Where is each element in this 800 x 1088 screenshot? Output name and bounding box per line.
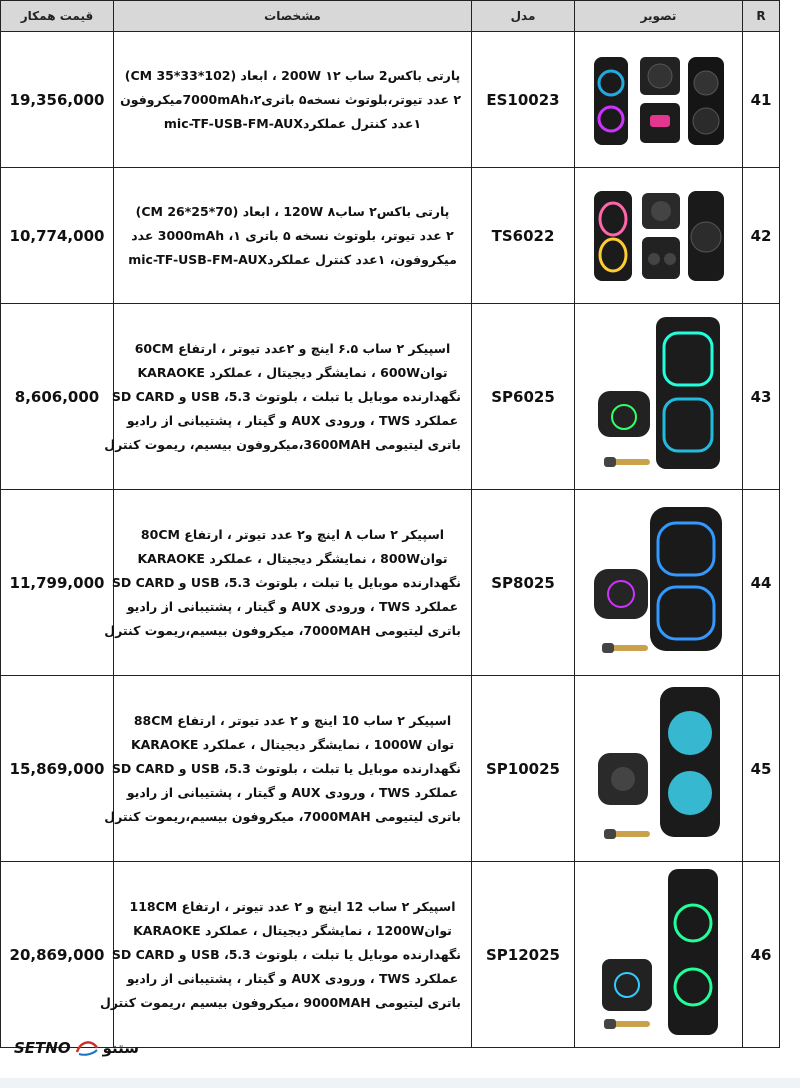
spec-cell — [114, 168, 472, 304]
logo-swirl-icon — [75, 1038, 99, 1058]
product-image-cell — [575, 490, 743, 676]
model-cell: SP12025 — [472, 862, 575, 1048]
spec-line: توان600W ، نمایشگر دیجیتال ، عملکرد KARAOKE — [137, 364, 448, 380]
product-image-cell — [575, 32, 743, 168]
logo-persian: ستنو — [102, 1039, 139, 1057]
model-cell: SP8025 — [472, 490, 575, 676]
table-row — [1, 168, 780, 304]
spec-line: باتری لیتیومی 7000MAH، میکروفون بیسیم،ریموت کنترل — [104, 622, 461, 638]
table-row — [1, 676, 780, 862]
model-cell: SP10025 — [472, 676, 575, 862]
spec-line: ۲ عدد تیوتر،بلوتوث نسخه۵ باتری7000mAh،۲میکروفون — [120, 91, 461, 107]
spec-line: باتری لیتیومی 9000MAH ،میکروفون بیسیم ،ریموت کنترل — [99, 994, 461, 1010]
header-model: مدل — [472, 1, 575, 32]
tower-speaker-icon — [584, 867, 734, 1039]
spec-line: ۲ عدد تیوتر، بلوتوث نسخه ۵ باتری 3000mAh ،۱ عدد — [131, 227, 454, 243]
header-row — [1, 1, 780, 32]
bottom-band — [0, 1078, 800, 1088]
tower-speaker-icon — [584, 311, 734, 479]
product-image-cell — [575, 168, 743, 304]
spec-line: اسپیکر ۲ ساب ۶.۵ اینچ و ۲عدد تیوتر ، ارتفاع 60CM — [134, 340, 451, 356]
spec-line: نگهدارنده موبایل یا تبلت ، بلوتوث USB ،5.3 و SD CARD — [111, 946, 461, 962]
table-row — [1, 304, 780, 490]
header-price: قیمت همکار — [1, 1, 114, 32]
party-box-speaker-icon — [584, 43, 734, 153]
model-cell: ES10023 — [472, 32, 575, 168]
product-image-cell — [575, 676, 743, 862]
table-row — [1, 32, 780, 168]
header-spec: مشخصات — [114, 1, 472, 32]
spec-line: نگهدارنده موبایل یا تبلت ، بلوتوث USB ،5.3 و SD CARD — [111, 388, 461, 404]
logo-latin: SETNO — [14, 1039, 71, 1057]
spec-line: عملکرد TWS ، ورودی AUX و گیتار ، پشتیبانی از رادیو — [126, 970, 459, 986]
price-cell: 11,799,000 — [1, 490, 114, 676]
price-cell: 20,869,000 — [1, 862, 114, 1048]
price-cell: 19,356,000 — [1, 32, 114, 168]
row-number-cell: 41 — [743, 32, 780, 168]
tower-speaker-icon — [584, 497, 734, 665]
table-row — [1, 862, 780, 1048]
row-number-cell: 42 — [743, 168, 780, 304]
spec-line: توان1200W ، نمایشگر دیجیتال ، عملکرد KARAOKE — [133, 922, 452, 938]
tower-speaker-icon — [584, 683, 734, 851]
spec-line: عملکرد TWS ، ورودی AUX و گیتار ، پشتیبانی از رادیو — [126, 412, 459, 428]
model-cell: TS6022 — [472, 168, 575, 304]
spec-line: میکروفون، ۱عدد کنترل عملکردmic-TF-USB-FM-AUX — [128, 251, 457, 267]
header-image: تصویر — [575, 1, 743, 32]
spec-line: توان 1000W ، نمایشگر دیجیتال ، عملکرد KARAOKE — [130, 736, 455, 752]
spec-line: اسپیکر ۲ ساب 12 اینچ و ۲ عدد تیوتر ، ارتفاع 118CM — [129, 898, 456, 914]
row-number-cell: 46 — [743, 862, 780, 1048]
model-cell: SP6025 — [472, 304, 575, 490]
footer-logo — [14, 1038, 139, 1058]
price-cell: 8,606,000 — [1, 304, 114, 490]
header-r: R — [743, 1, 780, 32]
spec-cell — [114, 32, 472, 168]
product-image-cell — [575, 862, 743, 1048]
party-box-speaker-icon — [584, 179, 734, 289]
spec-cell — [104, 490, 472, 676]
spec-line: ۱عدد کنترل عملکردmic-TF-USB-FM-AUX — [163, 115, 422, 131]
spec-cell — [104, 676, 472, 862]
product-image-cell — [575, 304, 743, 490]
spec-line: باتری لیتیومی 7000MAH، میکروفون بیسیم،ریموت کنترل — [104, 808, 461, 824]
row-number-cell: 43 — [743, 304, 780, 490]
spec-line: اسپیکر ۲ ساب 10 اینچ و ۲ عدد تیوتر ، ارتفاع 88CM — [133, 712, 452, 728]
spec-line: نگهدارنده موبایل یا تبلت ، بلوتوث USB ،5.3 و SD CARD — [111, 760, 461, 776]
price-cell: 10,774,000 — [1, 168, 114, 304]
spec-line: توان800W ، نمایشگر دیجیتال ، عملکرد KARAOKE — [137, 550, 448, 566]
row-number-cell: 45 — [743, 676, 780, 862]
spec-line: عملکرد TWS ، ورودی AUX و گیتار ، پشتیبانی از رادیو — [126, 598, 459, 614]
spec-line: پارتی باکس۲ ساب۸ 120W ، ابعاد (70*25*26 CM) — [135, 203, 450, 219]
spec-cell — [104, 304, 472, 490]
spec-line: باتری لیتیومی 3600MAH،میکروفون بیسیم، ریموت کنترل — [104, 436, 461, 452]
spec-line: نگهدارنده موبایل یا تبلت ، بلوتوث USB ،5.3 و SD CARD — [111, 574, 461, 590]
spec-line: عملکرد TWS ، ورودی AUX و گیتار ، پشتیبانی از رادیو — [126, 784, 459, 800]
spec-line: پارتی باکس2 ساب ۱۲ 200W ، ابعاد (102*33*35 CM) — [124, 67, 461, 83]
spec-line: اسپیکر ۲ ساب ۸ اینچ و۲ عدد تیوتر ، ارتفاع 80CM — [140, 526, 445, 542]
row-number-cell: 44 — [743, 490, 780, 676]
price-cell: 15,869,000 — [1, 676, 114, 862]
table-row — [1, 490, 780, 676]
